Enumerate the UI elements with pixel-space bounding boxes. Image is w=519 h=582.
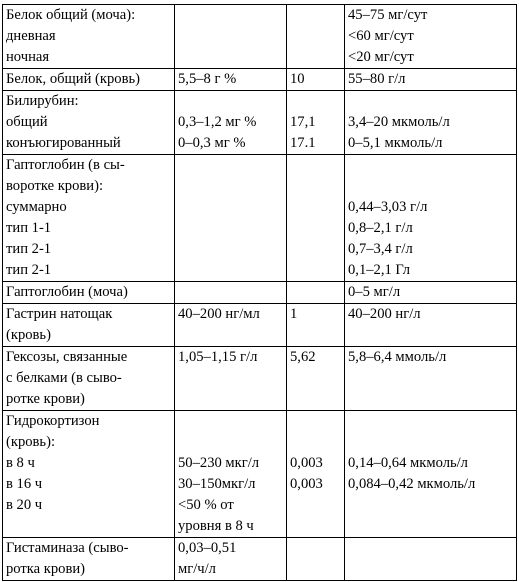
- si-value-cell: 40–200 нг/л: [345, 304, 517, 347]
- table-row: [3, 347, 517, 411]
- conversion-factor-cell: 0,003 0,003: [287, 411, 345, 538]
- si-value-cell: 0–5 мг/л: [345, 282, 517, 304]
- reference-values-table: [2, 4, 517, 581]
- conversion-factor-cell: [287, 155, 345, 282]
- si-value-cell: 0,44–3,03 г/л 0,8–2,1 г/л 0,7–3,4 г/л 0,1–2,1 Гл: [345, 155, 517, 282]
- test-name-cell: Гексозы, связанные с белками (в сыво- ротке крови): [3, 347, 175, 411]
- conventional-value-cell: 50–230 мкг/л 30–150мкг/л <50 % от уровня в 8 ч: [175, 411, 287, 538]
- table-row: [3, 69, 517, 91]
- si-value-cell: 45–75 мг/сут <60 мг/сут <20 мг/сут: [345, 5, 517, 69]
- table-row: [3, 91, 517, 155]
- test-name-cell: Гистаминаза (сыво- ротка крови): [3, 538, 175, 581]
- si-value-cell: 0,14–0,64 мкмоль/л 0,084–0,42 мкмоль/л: [345, 411, 517, 538]
- test-name-cell: Билирубин: общий конъюгированный: [3, 91, 175, 155]
- conventional-value-cell: [175, 5, 287, 69]
- conversion-factor-cell: 5,62: [287, 347, 345, 411]
- si-value-cell: [345, 538, 517, 581]
- conversion-factor-cell: 1: [287, 304, 345, 347]
- table-row: [3, 282, 517, 304]
- conversion-factor-cell: [287, 538, 345, 581]
- conventional-value-cell: 5,5–8 г %: [175, 69, 287, 91]
- table-row: [3, 5, 517, 69]
- test-name-cell: Гастрин натощак (кровь): [3, 304, 175, 347]
- table-row: [3, 411, 517, 538]
- test-name-cell: Белок, общий (кровь): [3, 69, 175, 91]
- conventional-value-cell: 1,05–1,15 г/л: [175, 347, 287, 411]
- table-row: [3, 155, 517, 282]
- conversion-factor-cell: 10: [287, 69, 345, 91]
- si-value-cell: 55–80 г/л: [345, 69, 517, 91]
- conversion-factor-cell: [287, 5, 345, 69]
- conventional-value-cell: 0,03–0,51 мг/ч/л: [175, 538, 287, 581]
- conventional-value-cell: 0,3–1,2 мг % 0–0,3 мг %: [175, 91, 287, 155]
- conversion-factor-cell: 17,1 17.1: [287, 91, 345, 155]
- test-name-cell: Гаптоглобин (в сы- воротке крови): суммарно тип 1-1 тип 2-1 тип 2-1: [3, 155, 175, 282]
- conversion-factor-cell: [287, 282, 345, 304]
- si-value-cell: 5,8–6,4 ммоль/л: [345, 347, 517, 411]
- conventional-value-cell: [175, 155, 287, 282]
- table-row: [3, 304, 517, 347]
- conventional-value-cell: 40–200 нг/мл: [175, 304, 287, 347]
- test-name-cell: Гаптоглобин (моча): [3, 282, 175, 304]
- si-value-cell: 3,4–20 мкмоль/л 0–5,1 мкмоль/л: [345, 91, 517, 155]
- test-name-cell: Белок общий (моча): дневная ночная: [3, 5, 175, 69]
- test-name-cell: Гидрокортизон (кровь): в 8 ч в 16 ч в 20 ч: [3, 411, 175, 538]
- conventional-value-cell: [175, 282, 287, 304]
- table-row: [3, 538, 517, 581]
